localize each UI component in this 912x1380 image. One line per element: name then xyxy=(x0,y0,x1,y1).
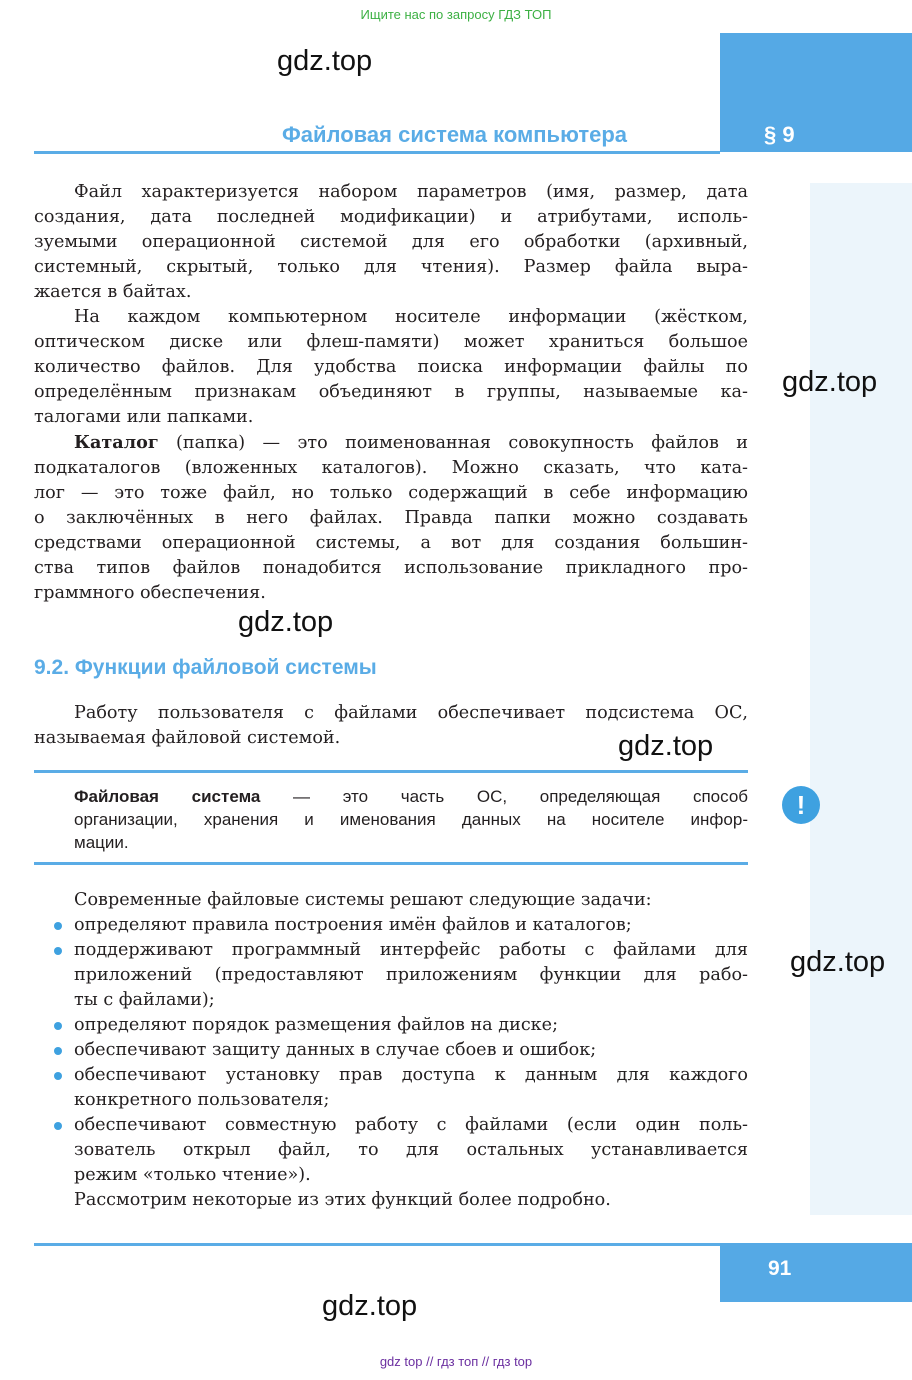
list-item xyxy=(74,1113,748,1188)
text-line: средствами операционной системы, а вот для создания большин- xyxy=(34,533,748,553)
text-line: обеспечивают установку прав доступа к данным для каждого xyxy=(74,1065,748,1085)
paragraph-file-params xyxy=(34,180,748,305)
text-line: лог — это тоже файл, но только содержащий в себе информацию xyxy=(34,483,748,503)
text-line: поддерживают программный интерфейс работы с файлами для xyxy=(74,940,748,960)
bullet-icon xyxy=(54,947,62,955)
footer-blue-block xyxy=(720,1243,912,1302)
watermark-gdz: gdz.top xyxy=(238,606,334,638)
text-line: обеспечивают совместную работу с файлами (если один поль- xyxy=(74,1115,748,1135)
text-line: Работу пользователя с файлами обеспечивает подсистема ОС, xyxy=(74,703,748,723)
text-line: конкретного пользователя; xyxy=(74,1090,330,1110)
text-line: ства типов файлов понадобится использование прикладного про- xyxy=(34,558,748,578)
watermark-gdz: gdz.top xyxy=(322,1290,418,1322)
text-line: создания, дата последней модификации) и атрибутами, исполь- xyxy=(34,207,748,227)
tasks-intro: Современные файловые системы решают следующие задачи: xyxy=(74,890,652,910)
list-item xyxy=(74,1013,748,1038)
text-line xyxy=(74,785,748,808)
text-line: определённым признакам объединяют в группы, называемые ка- xyxy=(34,382,748,402)
text-line: мации. xyxy=(74,833,129,852)
definition-bottom-rule xyxy=(34,862,748,865)
bullet-icon xyxy=(54,1047,62,1055)
text-line: приложений (предоставляют приложениям функции для рабо- xyxy=(74,965,748,985)
text-line: количество файлов. Для удобства поиска информации файлы по xyxy=(34,357,748,377)
text-line: жается в байтах. xyxy=(34,282,192,302)
text-line xyxy=(34,430,748,456)
header-rule xyxy=(34,151,720,154)
bottom-watermark: gdz top // гдз топ // гдз top xyxy=(379,1354,533,1369)
text-line: зуемыми операционной системой для его обработки (архивный, xyxy=(34,232,748,252)
paragraph-catalog xyxy=(34,430,748,606)
bullet-icon xyxy=(54,1072,62,1080)
closing-sentence: Рассмотрим некоторые из этих функций более подробно. xyxy=(74,1190,611,1210)
section-number: § 9 xyxy=(764,122,795,147)
text-line: называемая файловой системой. xyxy=(34,728,341,748)
text-line: подкаталогов (вложенных каталогов). Можно сказать, что ката- xyxy=(34,458,748,478)
text-line: На каждом компьютерном носителе информации (жёстком, xyxy=(74,307,748,327)
top-watermark: Ищите нас по запросу ГДЗ ТОП xyxy=(360,7,552,22)
exclamation-icon: ! xyxy=(782,786,820,824)
subheading: 9.2. Функции файловой системы xyxy=(34,656,377,679)
definition-top-rule xyxy=(34,770,748,773)
text-line: Файл характеризуется набором параметров (имя, размер, дата xyxy=(74,182,748,202)
text-line: определяют правила построения имён файлов и каталогов; xyxy=(74,915,632,935)
definition-box xyxy=(74,785,748,854)
tasks-section xyxy=(34,888,748,1213)
list-item xyxy=(74,1038,748,1063)
term-catalog: Каталог xyxy=(74,432,159,453)
text-line: оптическом диске или флеш-памяти) может храниться большое xyxy=(34,332,748,352)
watermark-gdz: gdz.top xyxy=(618,730,714,762)
list-item xyxy=(74,913,748,938)
paragraph-storage xyxy=(34,305,748,430)
side-panel xyxy=(810,183,912,1215)
text-line: обеспечивают защиту данных в случае сбоев и ошибок; xyxy=(74,1040,597,1060)
text-fragment: — это часть ОС, определяющая способ xyxy=(260,787,749,806)
page-number: 91 xyxy=(768,1257,792,1280)
text-line: зователь открыл файл, то для остальных устанавливается xyxy=(74,1140,748,1160)
paragraph-subsystem xyxy=(34,701,748,751)
watermark-gdz: gdz.top xyxy=(277,45,373,77)
footer-rule xyxy=(34,1243,720,1246)
text-fragment: (папка) — это поименованная совокупность файлов и xyxy=(158,433,748,453)
text-line: о заключённых в него файлах. Правда папки можно создавать xyxy=(34,508,748,528)
text-line: граммного обеспечения. xyxy=(34,583,266,603)
list-item xyxy=(74,938,748,1013)
text-line: ты с файлами); xyxy=(74,990,215,1010)
header-blue-block xyxy=(720,33,912,152)
tasks-list xyxy=(34,913,748,1188)
chapter-title: Файловая система компьютера xyxy=(282,122,628,147)
watermark-gdz: gdz.top xyxy=(790,946,886,978)
bullet-icon xyxy=(54,1022,62,1030)
term-file-system: Файловая система xyxy=(74,787,261,806)
text-line: талогами или папками. xyxy=(34,407,254,427)
bullet-icon xyxy=(54,922,62,930)
watermark-gdz: gdz.top xyxy=(782,366,878,398)
text-line: организации, хранения и именования данных на носителе инфор- xyxy=(74,810,748,829)
list-item xyxy=(74,1063,748,1113)
bullet-icon xyxy=(54,1122,62,1130)
text-line: системный, скрытый, только для чтения). Размер файла выра- xyxy=(34,257,748,277)
text-line: определяют порядок размещения файлов на диске; xyxy=(74,1015,559,1035)
text-line: режим «только чтение»). xyxy=(74,1165,311,1185)
